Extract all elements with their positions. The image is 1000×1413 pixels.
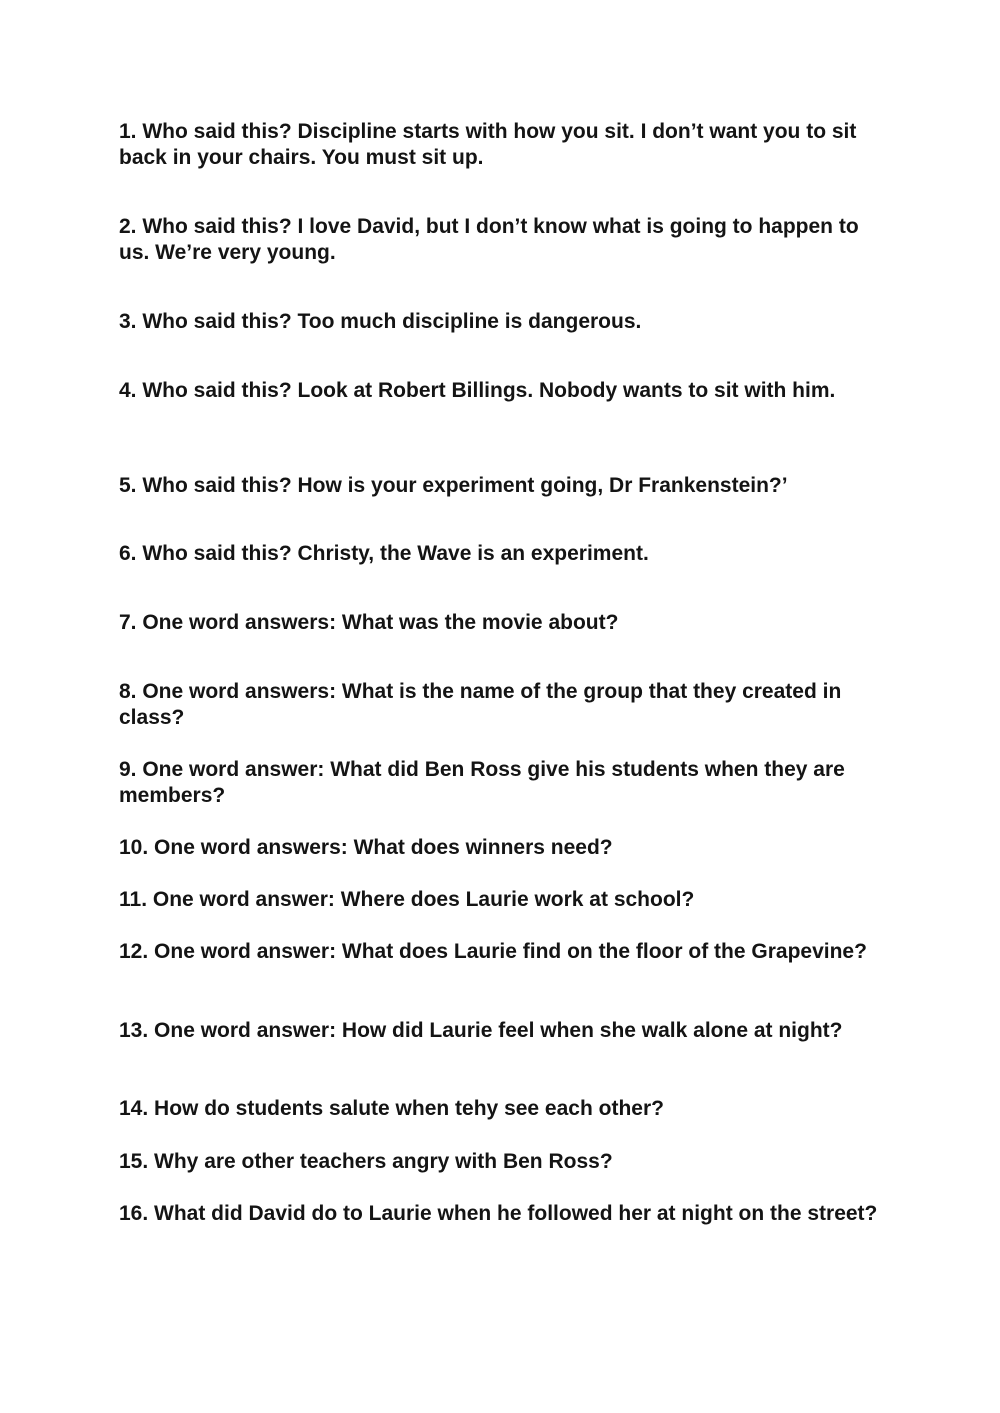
question-7: 7. One word answers: What was the movie about? xyxy=(119,611,619,634)
question-13: 13. One word answer: How did Laurie feel when she walk alone at night? xyxy=(119,1019,843,1042)
question-14: 14. How do students salute when tehy see each other? xyxy=(119,1097,664,1120)
question-9: 9. One word answer: What did Ben Ross give his students when they are members? xyxy=(119,758,845,807)
question-2: 2. Who said this? I love David, but I don’t know what is going to happen to us. We’re very young. xyxy=(119,215,859,264)
question-16: 16. What did David do to Laurie when he followed her at night on the street? xyxy=(119,1202,878,1225)
question-3: 3. Who said this? Too much discipline is dangerous. xyxy=(119,310,642,333)
question-5: 5. Who said this? How is your experiment going, Dr Frankenstein?’ xyxy=(119,474,788,497)
question-15: 15. Why are other teachers angry with Ben Ross? xyxy=(119,1150,613,1173)
question-6: 6. Who said this? Christy, the Wave is an experiment. xyxy=(119,542,649,565)
question-12: 12. One word answer: What does Laurie find on the floor of the Grapevine? xyxy=(119,940,867,963)
question-4: 4. Who said this? Look at Robert Billings. Nobody wants to sit with him. xyxy=(119,379,836,402)
question-1: 1. Who said this? Discipline starts with how you sit. I don’t want you to sit back in your chairs. You must sit up. xyxy=(119,120,857,169)
question-10: 10. One word answers: What does winners need? xyxy=(119,836,613,859)
question-11: 11. One word answer: Where does Laurie work at school? xyxy=(119,888,695,911)
question-8: 8. One word answers: What is the name of the group that they created in class? xyxy=(119,680,842,729)
